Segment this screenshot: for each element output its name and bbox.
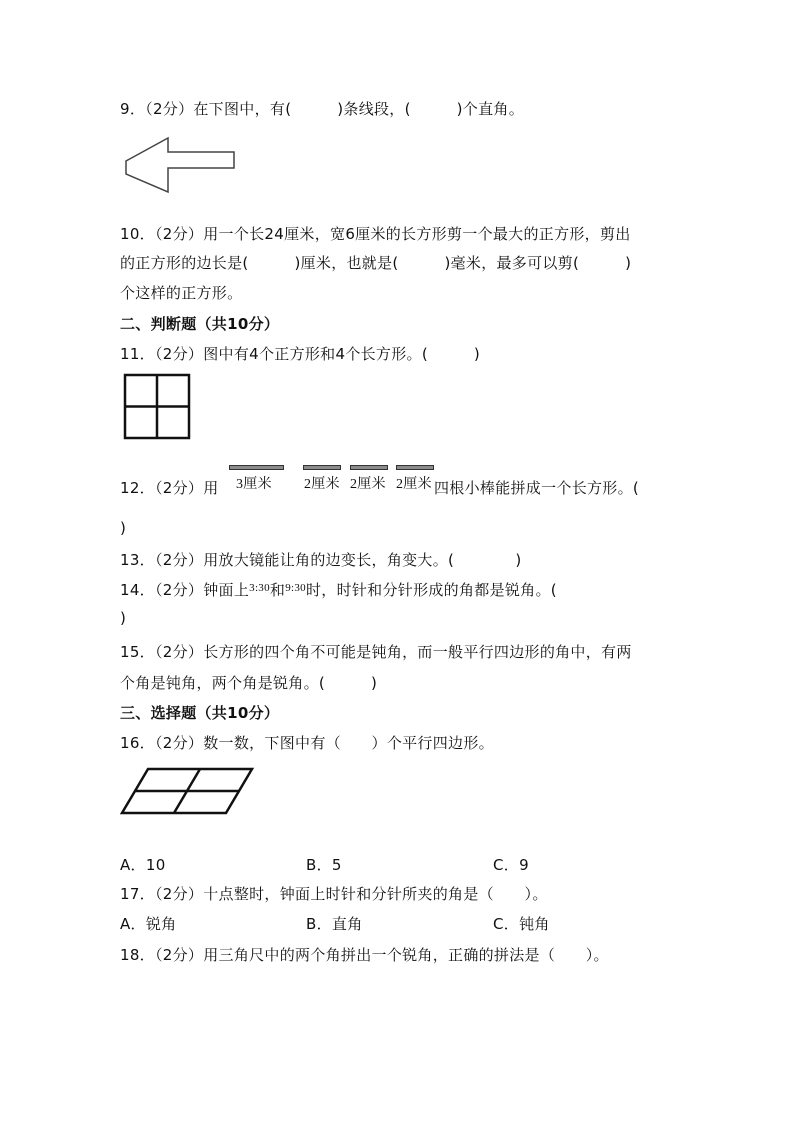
section-heading-choice: 三、选择题（共10分） — [120, 704, 280, 722]
q13-text: 13．（2分）用放大镜能让角的边变长，角变大。( ) — [120, 551, 522, 569]
grid-squares-figure — [123, 373, 191, 440]
q14-time2: 9:30 — [285, 582, 306, 594]
q18-text: 18．（2分）用三角尺中的两个角拼出一个锐角，正确的拼法是（ ）。 — [120, 946, 609, 964]
q15-line2: 个角是钝角，两个角是锐角。( ) — [120, 674, 378, 692]
q14-line2: ) — [120, 609, 127, 627]
q12-line2: ) — [120, 519, 127, 537]
stick-2cm-b — [350, 465, 388, 470]
stick-label-3: 2厘米 — [350, 477, 386, 492]
q16-text: 16．（2分）数一数，下图中有（ ）个平行四边形。 — [120, 734, 494, 752]
q16-option-b[interactable]: B．5 — [306, 856, 342, 874]
q14-suffix: 时，时针和分针形成的角都是锐角。( — [305, 581, 557, 599]
stick-2cm-c — [396, 465, 434, 470]
q10-line1: 10．（2分）用一个长24厘米，宽6厘米的长方形剪一个最大的正方形，剪出 — [120, 225, 631, 243]
q17-option-b[interactable]: B．直角 — [306, 915, 363, 933]
q16-option-a[interactable]: A．10 — [120, 856, 166, 874]
q12-suffix: 四根小棒能拼成一个长方形。( — [434, 479, 640, 497]
q16-option-c[interactable]: C．9 — [493, 856, 529, 874]
q17-text: 17．（2分）十点整时，钟面上时针和分针所夹的角是（ ）。 — [120, 885, 548, 903]
q12-prefix: 12．（2分）用 — [120, 479, 219, 497]
q17-option-a[interactable]: A．锐角 — [120, 915, 177, 933]
stick-label-1: 3厘米 — [236, 477, 272, 492]
q14-time1: 3:30 — [249, 582, 270, 594]
q11-text: 11．（2分）图中有4个正方形和4个长方形。( ) — [120, 345, 481, 363]
q17-option-c[interactable]: C．钝角 — [493, 915, 550, 933]
stick-label-2: 2厘米 — [304, 477, 340, 492]
q10-line2: 的正方形的边长是( )厘米，也就是( )毫米，最多可以剪( ) — [120, 254, 632, 272]
q14-line1 — [120, 580, 557, 602]
stick-2cm-a — [303, 465, 341, 470]
stick-label-4: 2厘米 — [396, 477, 432, 492]
q14-prefix: 14．（2分）钟面上 — [120, 581, 250, 599]
q9-text: 9．（2分）在下图中，有( )条线段，( )个直角。 — [120, 100, 524, 118]
q14-mid: 和 — [269, 581, 286, 599]
q15-line1: 15．（2分）长方形的四个角不可能是钝角，而一般平行四边形的角中，有两 — [120, 643, 632, 661]
section-heading-judgment: 二、判断题（共10分） — [120, 315, 280, 333]
stick-3cm — [229, 465, 284, 470]
arrow-figure — [122, 134, 240, 196]
parallelogram-figure — [118, 764, 258, 818]
q10-line3: 个这样的正方形。 — [120, 284, 243, 302]
